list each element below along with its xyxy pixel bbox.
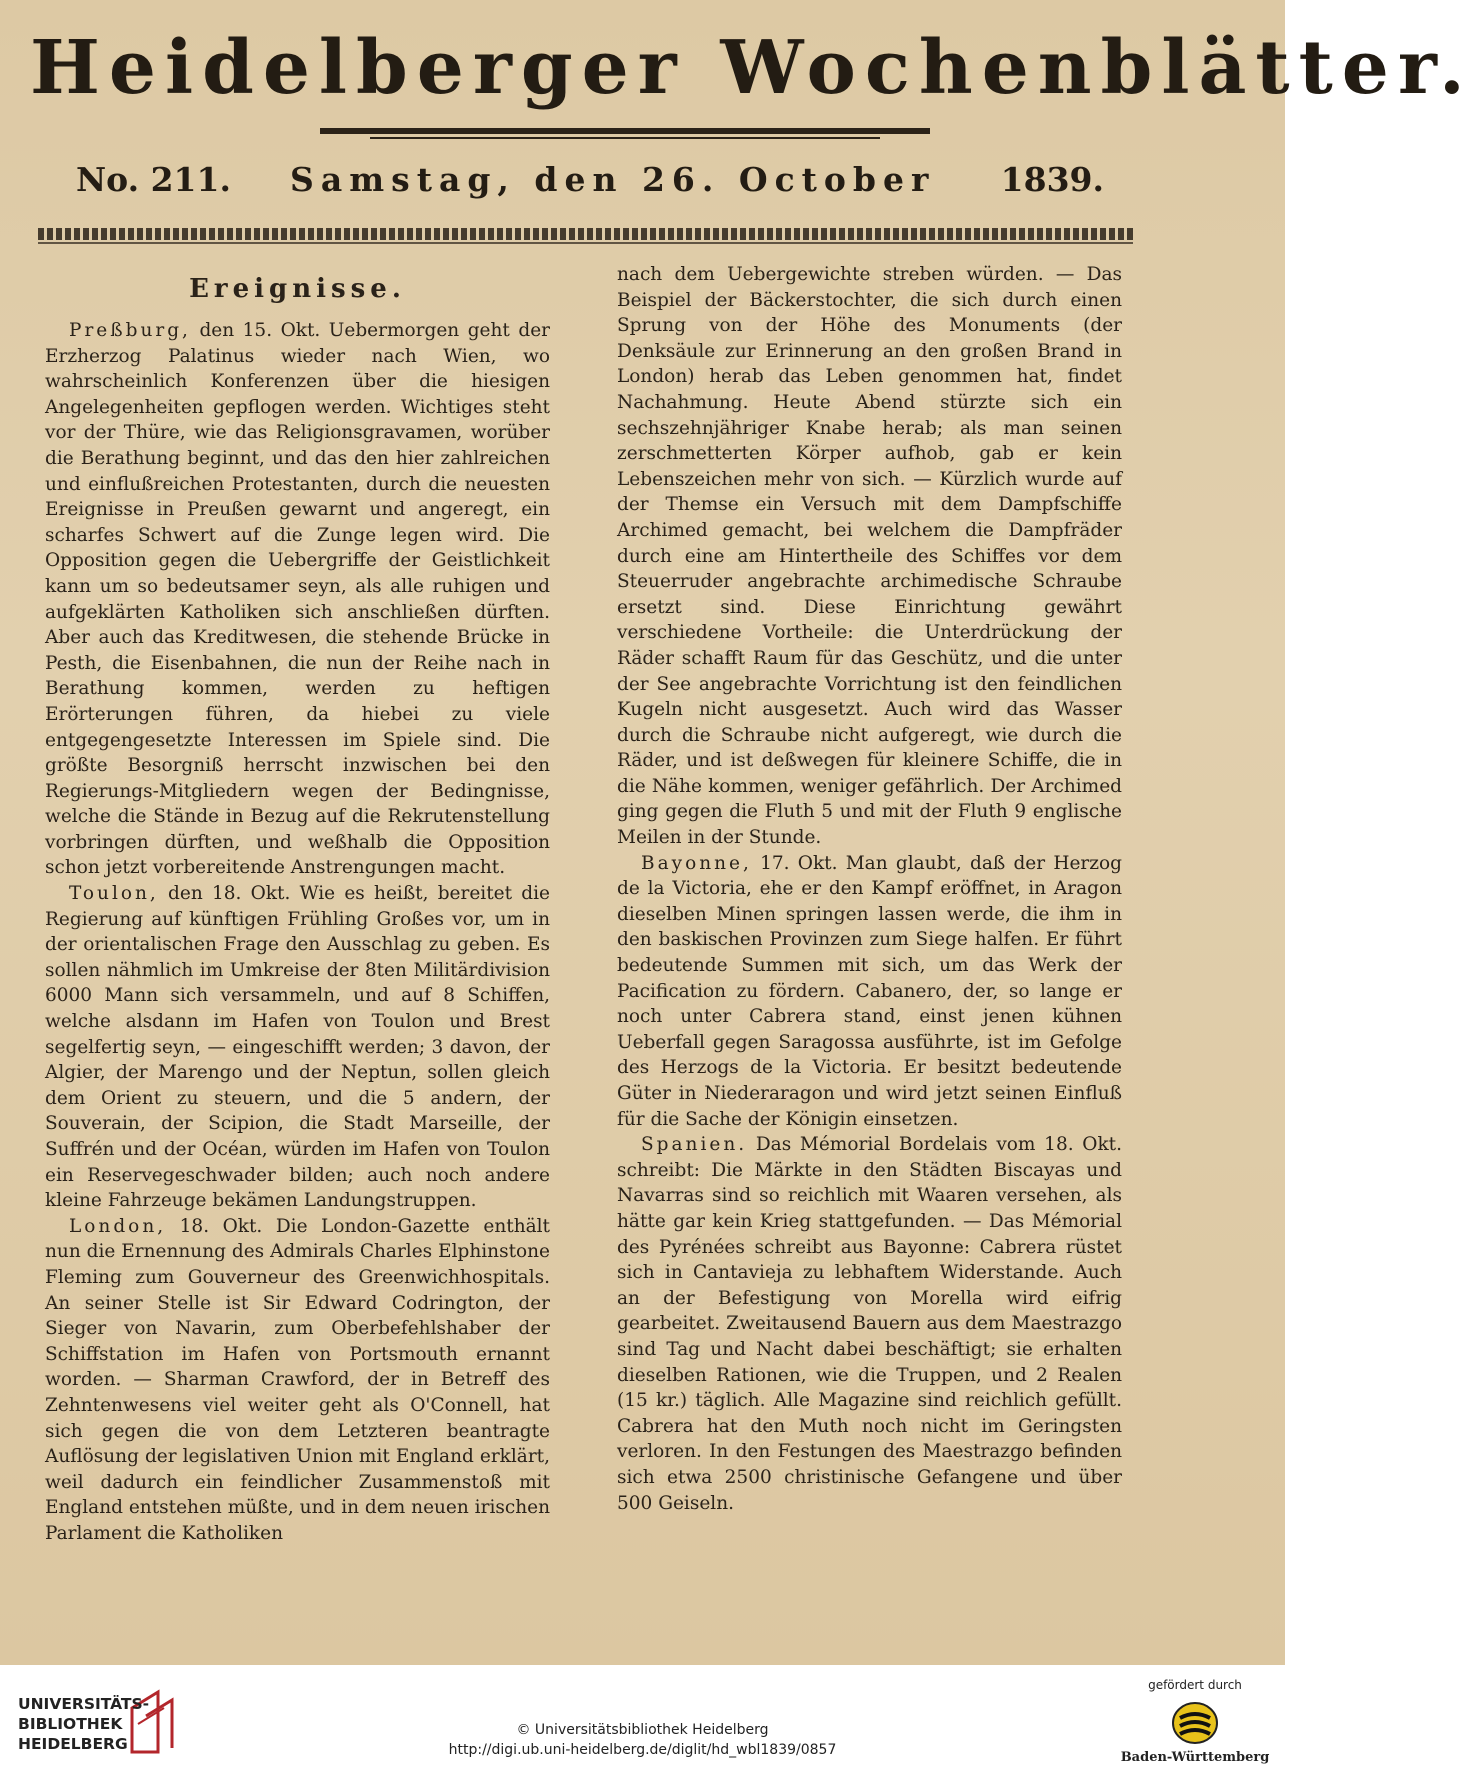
library-line: BIBLIOTHEK [18, 1715, 123, 1733]
copyright-block [0, 1720, 1285, 1760]
article-toulon [45, 881, 550, 1214]
article-text: 18. Okt. Die London-Gazette enthält nun die Ernennung des Admirals Charles Elphinstone Fleming zum Gouverneur des Greenwichhospitals. An seiner Stelle ist Sir Edward Codrington, der Sieger von Navarin, zum Oberbefehlshaber der Schiffstation im Hafen von Portsmouth ernannt worden. — Sharman Crawford, der in Betreff des Zehntenwesens viel weiter geht als O'Connell, hat sich gegen die von dem Letzteren beantragte Auflösung der legislativen Union mit England erklärt, weil dadurch ein feindlicher Zusammenstoß mit England entstehen müßte, und in dem neuen irischen Parlament die Katholiken [45, 1215, 550, 1544]
library-line: UNIVERSITÄTS- [18, 1695, 150, 1713]
article-london-continued [617, 262, 1122, 851]
issue-number: No. 211. [76, 160, 231, 199]
decorative-border [38, 228, 1133, 240]
funder-label: Baden-Württemberg [1120, 1750, 1270, 1765]
masthead-title: Heidelberger Wochenblätter. [30, 25, 1474, 111]
funding-block [1120, 1678, 1270, 1765]
left-column [45, 262, 550, 1547]
section-heading: Ereignisse. [189, 274, 406, 304]
article-place: Toulon, [69, 883, 159, 905]
library-line: HEIDELBERG [18, 1735, 128, 1753]
masthead-rule-thin [370, 137, 880, 139]
permalink-url[interactable]: http://digi.ub.uni-heidelberg.de/diglit/hd_wbl1839/0857 [448, 1742, 837, 1758]
article-text: 17. Okt. Man glaubt, daß der Herzog de la Victoria, ehe er den Kampf eröffnet, in Aragon dieselben Minen springen lassen werde, die ihm in den baskischen Provinzen zum Siege halfen. Er führt bedeutende Summen mit sich, um das Werk der Pacification zu fördern. Cabanero, der, so lange er noch unter Cabrera stand, einst jenen kühnen Ueberfall gegen Saragossa ausführte, ist im Gefolge des Herzogs de la Victoria. Er besitzt bedeutende Güter in Niederaragon und wird jetzt seinen Einfluß für die Sache der Königin einsetzen. [617, 852, 1122, 1130]
issue-date: Samstag, den 26. October [290, 160, 936, 199]
right-column [617, 262, 1122, 1516]
article-spanien [617, 1132, 1122, 1516]
article-text: nach dem Uebergewichte streben würden. — Das Beispiel der Bäckerstochter, die sich durch einen Sprung von der Höhe des Monuments (der Denksäule zur Erinnerung an den großen Brand in London) herab das Leben genommen hat, findet Nachahmung. Heute Abend stürzte sich ein sechszehnjähriger Knabe herab; als man seinen zerschmetterten Körper aufhob, gab er kein Lebenszeichen mehr von sich. — Kürzlich wurde auf der Themse ein Versuch mit dem Dampfschiffe Archimed gemacht, bei welchem die Dampfräder durch eine am Hintertheile des Schiffes vor dem Steuerruder angebrachte archimedische Schraube ersetzt sind. Diese Einrichtung gewährt verschiedene Vortheile: die Unterdrückung der Räder schafft Raum für das Geschütz, und die unter der See angebrachte Vorrichtung ist den feindlichen Kugeln nicht ausgesetzt. Auch wird das Wasser durch die Schraube nicht aufgeregt, wie durch die Räder, und ist deßwegen für kleinere Schiffe, die in die Nähe kommen, weniger gefährlich. Der Archimed ging gegen die Fluth 5 und mit der Fluth 9 englische Meilen in der Stunde. [617, 264, 1122, 849]
article-place: Bayonne, [641, 852, 752, 874]
article-london [45, 1214, 550, 1547]
article-place: Preßburg, [69, 320, 191, 341]
article-place: Spanien. [641, 1134, 748, 1156]
masthead-rule [320, 128, 930, 134]
article-text: den 15. Okt. Uebermorgen geht der Erzherzog Palatinus wieder nach Wien, wo wahrscheinlich Konferenzen über die hiesigen Angelegenheiten gepflogen werden. Wichtiges steht vor der Thüre, wie das Religionsgravamen, worüber die Berathung beginnt, und das den hier zahlreichen und einflußreichen Protestanten, durch die neuesten Ereignisse in Preußen gewarnt und angeregt, ein scharfes Schwert auf die Zunge legen wird. Die Opposition gegen die Uebergriffe der Geistlichkeit kann um so bedeutsamer seyn, als alle ruhigen und aufgeklärten Katholiken sich anschließen dürften. Aber auch das Kreditwesen, die stehende Brücke in Pesth, die Eisenbahnen, die nun der Reihe nach in Berathung kommen, werden zu heftigen Erörterungen führen, da hiebei zu viele entgegengesetzte Interessen im Spiele sind. Die größte Besorgniß herrscht inzwischen bei den Regierungs-Mitgliedern wegen der Bedingnisse, welche die Stände in Bezug auf die Rekrutenstellung vorbringen dürften, und weßhalb die Opposition schon jetzt vorbereitende Anstrengungen macht. [45, 320, 550, 879]
issue-year: 1839. [1000, 160, 1104, 199]
article-place: London, [69, 1215, 167, 1237]
article-text: Das Mémorial Bordelais vom 18. Okt. schreibt: Die Märkte in den Städten Biscayas und Navarras sind so reichlich mit Waaren versehen, als hätte gar kein Krieg stattgefunden. — Das Mémorial des Pyrénées schreibt aus Bayonne: Cabrera rüstet sich in Cantavieja zu lebhaftem Widerstande. Auch an der Befestigung von Morella wird eifrig gearbeitet. Zweitausend Bauern aus dem Maestrazgo sind Tag und Nacht dabei beschäftigt; sie erhalten dieselben Rationen, wie die Truppen, und 2 Realen (15 kr.) täglich. Alle Magazine sind reichlich gefüllt. Cabrera hat den Muth noch nicht im Geringsten verloren. In den Festungen des Maestrazgo befinden sich etwa 2500 christinische Gefangene und über 500 Geiseln. [617, 1134, 1122, 1514]
copyright-text: © Universitätsbibliothek Heidelberg [516, 1722, 769, 1738]
funded-by-label: gefördert durch [1148, 1678, 1242, 1692]
article-pressburg [45, 318, 550, 881]
baden-wuerttemberg-crest-icon [1172, 1700, 1218, 1746]
dateline [70, 160, 1110, 210]
article-text: den 18. Okt. Wie es heißt, bereitet die Regierung auf künftigen Frühling Großes vor, um in der orientalischen Frage den Ausschlag zu geben. Es sollen nähmlich im Umkreise der 8ten Militärdivision 6000 Mann sich versammeln, und auf 8 Schiffen, welche alsdann im Hafen von Toulon und Brest segelfertig seyn, — eingeschifft werden; 3 davon, der Algier, der Marengo und der Neptun, sollen gleich dem Orient zu steuern, und die 5 andern, der Souverain, der Scipion, die Stadt Marseille, der Suffrén und der Océan, würden im Hafen von Toulon ein Reservegeschwader bilden; auch noch andere kleine Fahrzeuge bekämen Landungstruppen. [45, 883, 550, 1212]
dateline-rule [38, 242, 1133, 244]
article-bayonne [617, 851, 1122, 1133]
